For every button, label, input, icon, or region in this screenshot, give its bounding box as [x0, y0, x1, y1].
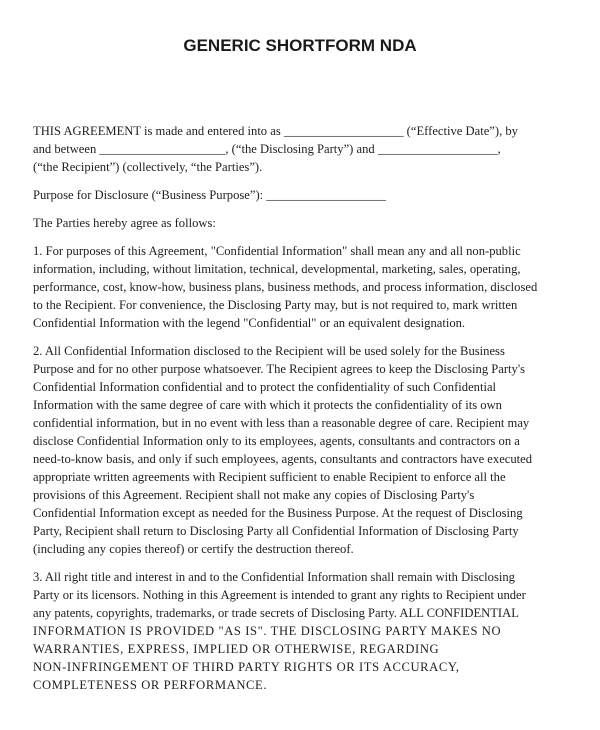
section-3: [33, 568, 573, 694]
text-line: any patents, copyrights, trademarks, or trade secrets of Disclosing Party. ALL CONFIDENTIAL: [33, 606, 519, 620]
agree-paragraph: [33, 214, 573, 232]
document-body: [33, 122, 573, 704]
text-line: and between ____________________, (“the Disclosing Party”) and ___________________,: [33, 142, 501, 156]
text-line: The Parties hereby agree as follows:: [33, 216, 216, 230]
text-line: information, including, without limitation, technical, developmental, marketing, sales, operating,: [33, 262, 521, 276]
section-1: [33, 242, 573, 332]
text-line: Confidential Information with the legend "Confidential" or an equivalent designation.: [33, 316, 466, 330]
text-line: provisions of this Agreement. Recipient shall not make any copies of Disclosing Party's: [33, 488, 475, 502]
text-line: 2. All Confidential Information disclosed to the Recipient will be used solely for the Business: [33, 344, 505, 358]
document-title: GENERIC SHORTFORM NDA: [183, 36, 417, 55]
text-line: INFORMATION IS PROVIDED "AS IS". THE DISCLOSING PARTY MAKES NO: [33, 624, 502, 638]
text-line: confidential information, but in no event with less than a reasonable degree of care. Recipient may: [33, 416, 530, 430]
text-line: Confidential Information except as needed for the Business Purpose. At the request of Disclosing: [33, 506, 523, 520]
text-line: (including any copies thereof) or certify the destruction thereof.: [33, 542, 354, 556]
text-line: Information with the same degree of care with which it protects the confidentiality of its own: [33, 398, 502, 412]
text-line: COMPLETENESS OR PERFORMANCE.: [33, 678, 268, 692]
text-line: NON-INFRINGEMENT OF THIRD PARTY RIGHTS OR ITS ACCURACY,: [33, 660, 460, 674]
text-line: (“the Recipient”) (collectively, “the Parties”).: [33, 160, 263, 174]
section-2: [33, 342, 573, 558]
text-line: THIS AGREEMENT is made and entered into as ___________________ (“Effective Date”), by: [33, 124, 518, 138]
text-line: Purpose for Disclosure (“Business Purpose”): ___________________: [33, 188, 386, 202]
text-line: 3. All right title and interest in and to the Confidential Information shall remain with Disclosing: [33, 570, 515, 584]
text-line: appropriate written agreements with Recipient sufficient to enable Recipient to enforce all the: [33, 470, 506, 484]
text-line: Confidential Information confidential and to protect the confidentiality of such Confidential: [33, 380, 497, 394]
text-line: Party, Recipient shall return to Disclosing Party all Confidential Information of Disclosing Party: [33, 524, 519, 538]
text-line: need-to-know basis, and only if such employees, agents, consultants and contractors have executed: [33, 452, 533, 466]
intro-paragraph: [33, 122, 573, 176]
text-line: disclose Confidential Information only to its employees, agents, consultants and contractors on a: [33, 434, 520, 448]
text-line: to the Recipient. For convenience, the Disclosing Party may, but is not required to, mark written: [33, 298, 518, 312]
text-line: 1. For purposes of this Agreement, "Confidential Information" shall mean any and all non-public: [33, 244, 521, 258]
text-line: performance, cost, know-how, business plans, business methods, and process information, disclosed: [33, 280, 538, 294]
text-line: Purpose and for no other purpose whatsoever. The Recipient agrees to keep the Disclosing Party's: [33, 362, 526, 376]
text-line: Party or its licensors. Nothing in this Agreement is intended to grant any rights to Recipient under: [33, 588, 526, 602]
text-line: WARRANTIES, EXPRESS, IMPLIED OR OTHERWISE, REGARDING: [33, 642, 440, 656]
purpose-paragraph: [33, 186, 573, 204]
